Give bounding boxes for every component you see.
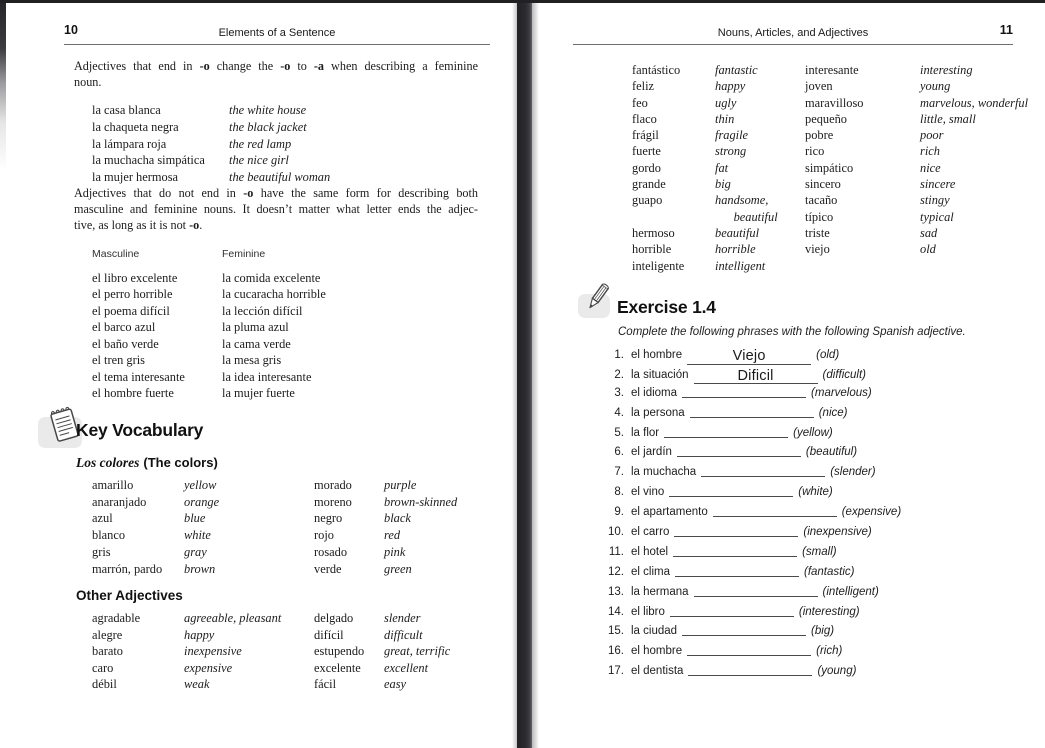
english-word: agreeable, pleasant <box>184 611 282 625</box>
english-word: happy <box>184 627 215 642</box>
spanish-word: viejo <box>805 242 830 257</box>
exercise-item <box>604 665 901 685</box>
english-word: beautiful <box>715 225 760 240</box>
answer-field[interactable] <box>687 349 811 365</box>
item-phrase: el carro <box>631 526 670 539</box>
answer-field[interactable] <box>694 596 818 597</box>
item-hint: (marvelous) <box>811 386 872 399</box>
answer-field[interactable] <box>682 635 806 636</box>
page-number-left: 10 <box>64 23 78 37</box>
answer-field[interactable] <box>674 536 798 537</box>
pencil-icon <box>581 279 613 317</box>
exercise-item <box>604 506 901 526</box>
exercise-item-list <box>604 347 901 685</box>
masculine-example: el barco azul <box>92 320 156 335</box>
spanish-word: rico <box>805 144 825 159</box>
spanish-word: fuerte <box>632 144 661 159</box>
item-hint: (rich) <box>816 645 843 658</box>
spanish-word: rosado <box>314 544 348 559</box>
exercise-item <box>604 546 901 566</box>
spanish-word: delgado <box>314 611 354 625</box>
answer-field[interactable] <box>713 516 837 517</box>
item-number: 4. <box>614 406 624 419</box>
item-hint: (young) <box>817 665 857 678</box>
item-hint: (beautiful) <box>805 446 858 459</box>
feminine-example: la cama verde <box>222 336 291 351</box>
spanish-phrase: la chaqueta negra <box>92 119 179 134</box>
vocab-row <box>92 477 457 494</box>
item-phrase: el hotel <box>631 545 669 558</box>
example-row <box>92 136 330 153</box>
vocab-row <box>632 225 1028 241</box>
vocab-row <box>92 660 450 677</box>
spanish-word: débil <box>92 677 117 692</box>
english-word: white <box>184 528 211 543</box>
spanish-word: blanco <box>92 528 126 543</box>
item-phrase: el hombre <box>631 349 683 361</box>
vocab-row <box>92 643 450 660</box>
spanish-phrase: la lámpara roja <box>92 136 167 151</box>
item-hint: (small) <box>802 545 837 558</box>
item-number: 6. <box>614 446 624 459</box>
english-word: easy <box>384 677 407 692</box>
spanish-word: simpático <box>805 160 854 175</box>
spanish-word: verde <box>314 561 342 576</box>
spanish-word: triste <box>805 225 830 240</box>
english-word: pink <box>384 544 406 559</box>
table-row <box>92 336 326 352</box>
exercise-item <box>604 427 901 447</box>
spanish-word: pequeño <box>805 111 847 126</box>
item-number: 11. <box>608 545 624 558</box>
answer-field[interactable] <box>694 369 818 385</box>
exercise-item <box>604 347 901 367</box>
feminine-header: Feminine <box>222 248 266 260</box>
item-phrase: el apartamento <box>631 506 708 519</box>
english-word: big <box>715 177 731 192</box>
answer-field[interactable] <box>669 496 793 497</box>
colors-subheading <box>76 455 218 471</box>
spanish-phrase: la muchacha simpática <box>92 153 205 168</box>
exercise-item <box>604 645 901 665</box>
item-hint: (nice) <box>818 406 848 419</box>
spanish-word: azul <box>92 511 113 526</box>
spanish-word: sincero <box>805 177 841 192</box>
paragraph-feminine-rule <box>74 59 478 91</box>
english-word: old <box>920 242 936 257</box>
spanish-word: morado <box>314 478 352 492</box>
spanish-word: inteligente <box>632 258 685 273</box>
english-word: brown-skinned <box>384 494 458 509</box>
vocab-row <box>92 510 457 527</box>
feminine-examples-list <box>92 102 330 186</box>
spanish-word: marrón, pardo <box>92 561 163 576</box>
table-row <box>92 270 326 286</box>
spanish-word: fácil <box>314 677 337 692</box>
exercise-item <box>604 407 901 427</box>
vocab-row <box>92 527 457 544</box>
answer-field[interactable] <box>701 476 825 477</box>
item-number: 12. <box>608 565 624 578</box>
answer-field[interactable] <box>690 417 814 418</box>
english-word: orange <box>184 494 220 509</box>
masculine-feminine-headers <box>92 248 265 260</box>
item-number: 10. <box>608 526 624 539</box>
exercise-item <box>604 625 901 645</box>
spanish-word: grande <box>632 177 666 192</box>
item-hint: (yellow) <box>793 426 833 439</box>
item-hint: (expensive) <box>841 506 902 519</box>
item-phrase: la situación <box>631 368 689 381</box>
english-word: happy <box>715 79 746 94</box>
answer-field[interactable] <box>675 576 799 577</box>
spanish-word: interesante <box>805 63 859 77</box>
table-row <box>92 352 326 368</box>
english-word: black <box>384 511 411 526</box>
answer-field[interactable] <box>673 556 797 557</box>
spanish-word: frágil <box>632 128 659 143</box>
item-hint: (slender) <box>830 466 876 479</box>
table-row <box>92 369 326 385</box>
spanish-word: pobre <box>805 128 834 143</box>
spanish-word: fantástico <box>632 63 681 77</box>
masculine-example: el baño verde <box>92 336 159 351</box>
vocab-row <box>632 143 1028 159</box>
item-phrase: el idioma <box>631 386 678 399</box>
item-hint: (fantastic) <box>803 565 855 578</box>
spanish-word: amarillo <box>92 478 134 492</box>
item-phrase: el hombre <box>631 645 683 658</box>
item-phrase: el clima <box>631 565 670 578</box>
example-row <box>92 169 330 186</box>
english-word: gray <box>184 544 207 559</box>
item-phrase: la ciudad <box>631 625 678 638</box>
left-page-header <box>64 21 490 45</box>
english-word: thin <box>715 111 735 126</box>
item-phrase: el vino <box>631 486 665 499</box>
vocab-row <box>92 561 457 578</box>
colors-vocab-table <box>92 477 457 577</box>
item-phrase: la flor <box>631 426 660 439</box>
english-word: fragile <box>715 128 749 143</box>
item-hint: (intelligent) <box>822 585 879 598</box>
spanish-word: negro <box>314 511 343 526</box>
english-word: little, small <box>920 111 976 126</box>
english-word: green <box>384 561 412 576</box>
english-word: stingy <box>920 193 950 208</box>
answer-field[interactable] <box>677 456 801 457</box>
english-word: beautiful <box>715 209 778 224</box>
item-phrase: el libro <box>631 605 665 618</box>
item-number: 13. <box>608 585 624 598</box>
table-row <box>92 319 326 335</box>
vocab-row <box>632 176 1028 192</box>
english-word: purple <box>384 478 417 492</box>
colors-subheading-spanish: Los colores <box>76 455 140 470</box>
vocab-row <box>92 627 450 644</box>
spanish-word: horrible <box>632 242 672 257</box>
vocab-row <box>632 127 1028 143</box>
item-number: 7. <box>614 466 624 479</box>
vocab-row <box>632 62 1028 78</box>
vocab-row <box>632 258 1028 274</box>
spanish-phrase: la mujer hermosa <box>92 170 179 185</box>
left-page <box>0 3 517 748</box>
feminine-example: la comida excelente <box>222 271 321 285</box>
spanish-word: hermoso <box>632 225 675 240</box>
exercise-item <box>604 566 901 586</box>
spanish-word: rojo <box>314 528 334 543</box>
english-translation: the black jacket <box>229 119 307 134</box>
item-number: 1. <box>614 349 624 361</box>
right-page <box>532 3 1045 748</box>
running-head-left: Elements of a Sentence <box>218 27 336 39</box>
paragraph-line: Adjectives that do not end in -o have the same form for describing both <box>74 186 478 200</box>
masculine-example: el libro excelente <box>92 271 178 285</box>
english-word: inexpensive <box>184 644 242 659</box>
spanish-word: barato <box>92 644 123 659</box>
paragraph-non-o-rule <box>74 186 478 233</box>
book-spine <box>517 0 532 748</box>
item-number: 9. <box>614 506 624 519</box>
item-number: 16. <box>608 645 624 658</box>
example-row <box>92 152 330 169</box>
masculine-example: el poema difícil <box>92 303 170 318</box>
vocab-row <box>92 610 450 627</box>
exercise-item <box>604 606 901 626</box>
paragraph-line: noun. <box>74 74 102 89</box>
adjectives-vocab-table <box>632 62 1028 274</box>
feminine-example: la pluma azul <box>222 320 289 335</box>
answer-field[interactable] <box>682 397 806 398</box>
english-word: strong <box>715 144 747 159</box>
english-word: handsome, <box>715 193 769 208</box>
paragraph-line: Adjectives that end in -o change the -o to -a when describing a feminine <box>74 59 479 73</box>
masculine-header: Masculine <box>92 248 140 260</box>
right-page-header <box>573 21 1013 45</box>
english-translation: the red lamp <box>229 136 292 151</box>
example-row <box>92 102 330 119</box>
spanish-word: moreno <box>314 494 352 509</box>
answer-text: Viejo <box>732 348 766 364</box>
feminine-example: la mesa gris <box>222 353 282 368</box>
english-word: interesting <box>920 63 973 77</box>
vocab-row <box>632 160 1028 176</box>
spanish-word: guapo <box>632 193 663 208</box>
item-hint: (inexpensive) <box>803 526 872 539</box>
item-hint: (old) <box>816 349 840 361</box>
spanish-word: feliz <box>632 79 655 94</box>
spanish-word: feo <box>632 95 648 110</box>
vocab-row <box>632 95 1028 111</box>
vocab-row <box>632 241 1028 257</box>
feminine-example: la lección difícil <box>222 303 303 318</box>
english-word: great, terrific <box>384 644 451 659</box>
key-vocabulary-heading: Key Vocabulary <box>76 420 204 440</box>
answer-field[interactable] <box>688 675 812 676</box>
answer-field[interactable] <box>664 437 788 438</box>
vocab-row <box>632 209 1028 225</box>
english-translation: the beautiful woman <box>229 170 331 185</box>
english-word: weak <box>184 677 210 692</box>
spanish-word: agradable <box>92 611 141 625</box>
other-adjectives-heading: Other Adjectives <box>76 588 183 603</box>
english-word: ugly <box>715 95 737 110</box>
paragraph-line: masculine and feminine nouns. It doesn’t matter what letter ends the adjec- <box>74 201 478 216</box>
exercise-item <box>604 446 901 466</box>
english-word: typical <box>920 209 954 224</box>
vocab-row <box>92 494 457 511</box>
spanish-word: gordo <box>632 160 661 175</box>
masculine-example: el perro horrible <box>92 287 173 302</box>
item-phrase: el jardín <box>631 446 672 459</box>
spanish-word: alegre <box>92 627 123 642</box>
english-word: sad <box>920 225 938 240</box>
exercise-instruction: Complete the following phrases with the following Spanish adjective. <box>618 326 966 338</box>
masculine-feminine-table <box>92 270 326 402</box>
item-number: 8. <box>614 486 624 499</box>
english-word: young <box>920 79 951 94</box>
english-word: excellent <box>384 660 429 675</box>
masculine-example: el tren gris <box>92 353 145 368</box>
table-row <box>92 303 326 319</box>
spanish-word: joven <box>805 79 833 94</box>
item-hint: (interesting) <box>798 605 860 618</box>
spanish-word: caro <box>92 660 114 675</box>
english-word: poor <box>920 128 944 143</box>
english-word: red <box>384 528 401 543</box>
english-word: expensive <box>184 660 233 675</box>
spanish-word: anaranjado <box>92 494 147 509</box>
spanish-word: maravilloso <box>805 95 864 110</box>
other-adjectives-table <box>92 610 450 693</box>
item-phrase: la persona <box>631 406 685 419</box>
english-word: blue <box>184 511 206 526</box>
item-hint: (big) <box>811 625 835 638</box>
table-row <box>92 385 326 401</box>
spanish-word: estupendo <box>314 644 365 659</box>
running-head-right: Nouns, Articles, and Adjectives <box>717 27 869 39</box>
spanish-word: gris <box>92 544 111 559</box>
page-number-right: 11 <box>999 23 1013 37</box>
vocab-row <box>632 192 1028 208</box>
vocab-row <box>632 78 1028 94</box>
spanish-phrase: la casa blanca <box>92 103 161 117</box>
item-hint: (difficult) <box>822 368 866 381</box>
exercise-item <box>604 586 901 606</box>
english-word: horrible <box>715 242 756 257</box>
exercise-item <box>604 367 901 387</box>
exercise-item <box>604 526 901 546</box>
feminine-example: la mujer fuerte <box>222 386 295 401</box>
english-word: intelligent <box>715 258 766 273</box>
english-word: rich <box>920 144 940 159</box>
answer-field[interactable] <box>670 616 794 617</box>
colors-subheading-english: (The colors) <box>143 455 218 470</box>
masculine-example: el hombre fuerte <box>92 386 174 401</box>
vocab-row <box>92 676 450 693</box>
english-word: difficult <box>384 627 423 642</box>
item-number: 5. <box>614 426 624 439</box>
answer-field[interactable] <box>687 655 811 656</box>
item-phrase: la hermana <box>631 585 689 598</box>
exercise-heading: Exercise 1.4 <box>617 297 716 317</box>
spanish-word: difícil <box>314 627 344 642</box>
item-phrase: el dentista <box>631 665 684 678</box>
item-hint: (white) <box>798 486 833 499</box>
english-word: marvelous, wonderful <box>920 95 1029 110</box>
item-number: 17. <box>608 665 624 678</box>
item-number: 2. <box>614 368 624 381</box>
table-row <box>92 286 326 302</box>
english-translation: the nice girl <box>229 153 289 168</box>
english-translation: the white house <box>229 103 307 117</box>
item-phrase: la muchacha <box>631 466 697 479</box>
exercise-item <box>604 387 901 407</box>
vocab-row <box>632 111 1028 127</box>
item-number: 3. <box>614 386 624 399</box>
item-number: 14. <box>608 605 624 618</box>
vocab-row <box>92 544 457 561</box>
english-word: nice <box>920 160 941 175</box>
english-word: slender <box>384 611 421 625</box>
english-word: fat <box>715 160 729 175</box>
english-word: yellow <box>184 478 217 492</box>
exercise-item <box>604 466 901 486</box>
spanish-word: típico <box>805 209 834 224</box>
masculine-example: el tema interesante <box>92 369 185 384</box>
example-row <box>92 119 330 136</box>
english-word: fantastic <box>715 63 758 77</box>
paragraph-line: tive, as long as it is not -o. <box>74 217 203 232</box>
feminine-example: la cucaracha horrible <box>222 287 326 302</box>
english-word: sincere <box>920 177 956 192</box>
spanish-word: excelente <box>314 660 361 675</box>
left-edge <box>0 3 6 173</box>
spanish-word: flaco <box>632 111 657 126</box>
exercise-item <box>604 486 901 506</box>
item-number: 15. <box>608 625 624 638</box>
feminine-example: la idea interesante <box>222 369 312 384</box>
spanish-word: tacaño <box>805 193 838 208</box>
english-word: brown <box>184 561 216 576</box>
answer-text: Dificil <box>737 367 774 384</box>
